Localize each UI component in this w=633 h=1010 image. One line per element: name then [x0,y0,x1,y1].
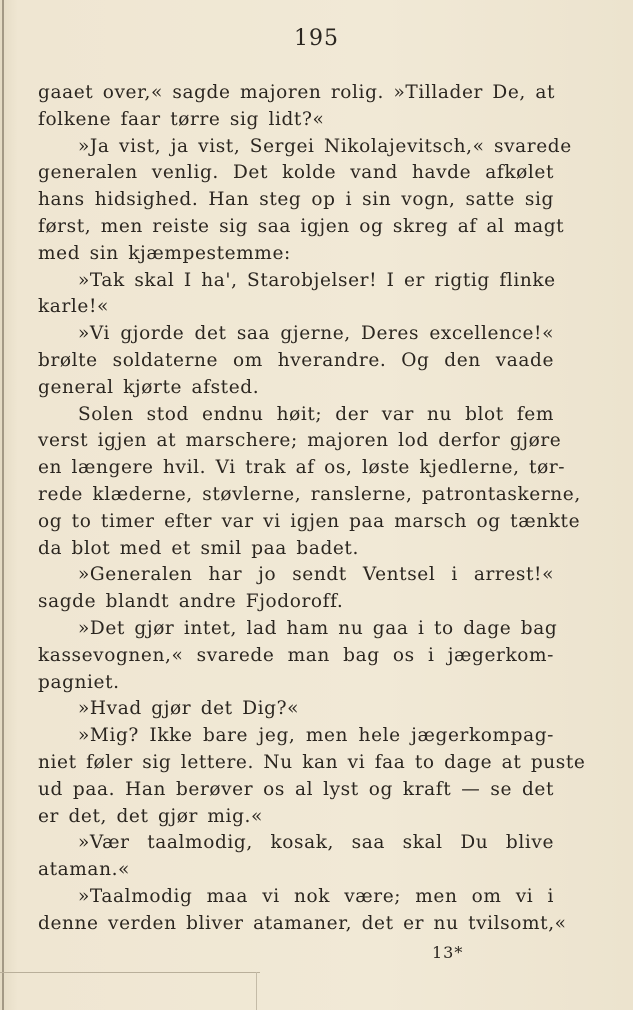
page-bottom-rule [0,972,260,973]
text-line: »Vær taalmodig, kosak, saa skal Du blive [78,832,554,854]
text-line: pagniet. [38,671,120,693]
text-line: da blot med et smil paa badet. [38,537,359,559]
text-line: niet føler sig lettere. Nu kan vi faa to dage at puste [38,751,586,773]
text-line: »Generalen har jo sendt Ventsel i arrest!« [78,564,554,586]
text-line: sagde blandt andre Fjodoroff. [38,591,344,613]
body-text [38,80,586,938]
text-line: »Taalmodig maa vi nok være; men om vi i [78,885,554,907]
text-line: og to timer efter var vi igjen paa marsch og tænkte [38,510,581,532]
text-line: brølte soldaterne om hverandre. Og den vaade [38,349,554,371]
text-line: gaaet over,« sagde majoren rolig. »Tillader De, at [38,82,556,103]
text-line: kassevognen,« svarede man bag os i jægerkom- [38,644,554,666]
text-line: »Ja vist, ja vist, Sergei Nikolajevitsch,« svarede [78,135,572,157]
text-line: »Det gjør intet, lad ham nu gaa i to dage bag [78,617,558,639]
page-spine-edge [2,0,4,1010]
text-line: denne verden bliver atamaner, det er nu tvilsomt,« [38,912,567,934]
signature-mark: 13* [432,943,464,962]
text-line: ataman.« [38,859,130,881]
text-line: general kjørte afsted. [38,376,260,398]
text-line: verst igjen at marschere; majoren lod derfor gjøre [38,430,562,452]
text-line: »Vi gjorde det saa gjerne, Deres excellence!« [78,323,554,345]
text-line: karle!« [38,296,109,318]
text-line: først, men reiste sig saa igjen og skreg af al magt [38,215,565,237]
text-line: med sin kjæmpestemme: [38,242,291,264]
text-line: »Hvad gjør det Dig?« [78,698,300,720]
page-number: 195 [294,26,339,51]
text-line: rede klæderne, støvlerne, ranslerne, patrontaskerne, [38,483,581,505]
text-line: »Tak skal I ha', Starobjelser! I er rigtig flinke [78,269,556,291]
text-line: ud paa. Han berøver os al lyst og kraft — se det [38,778,554,800]
text-line: »Mig? Ikke bare jeg, men hele jægerkompag- [78,725,554,747]
page-bottom-mark [256,972,257,1010]
text-line: en længere hvil. Vi trak af os, løste kjedlerne, tør- [38,457,566,479]
text-line: hans hidsighed. Han steg op i sin vogn, satte sig [38,189,554,211]
text-line: folkene faar tørre sig lidt?« [38,108,325,130]
text-line: er det, det gjør mig.« [38,805,263,827]
text-line: generalen venlig. Det kolde vand havde afkølet [38,162,554,184]
text-line: Solen stod endnu høit; der var nu blot fem [78,403,554,425]
